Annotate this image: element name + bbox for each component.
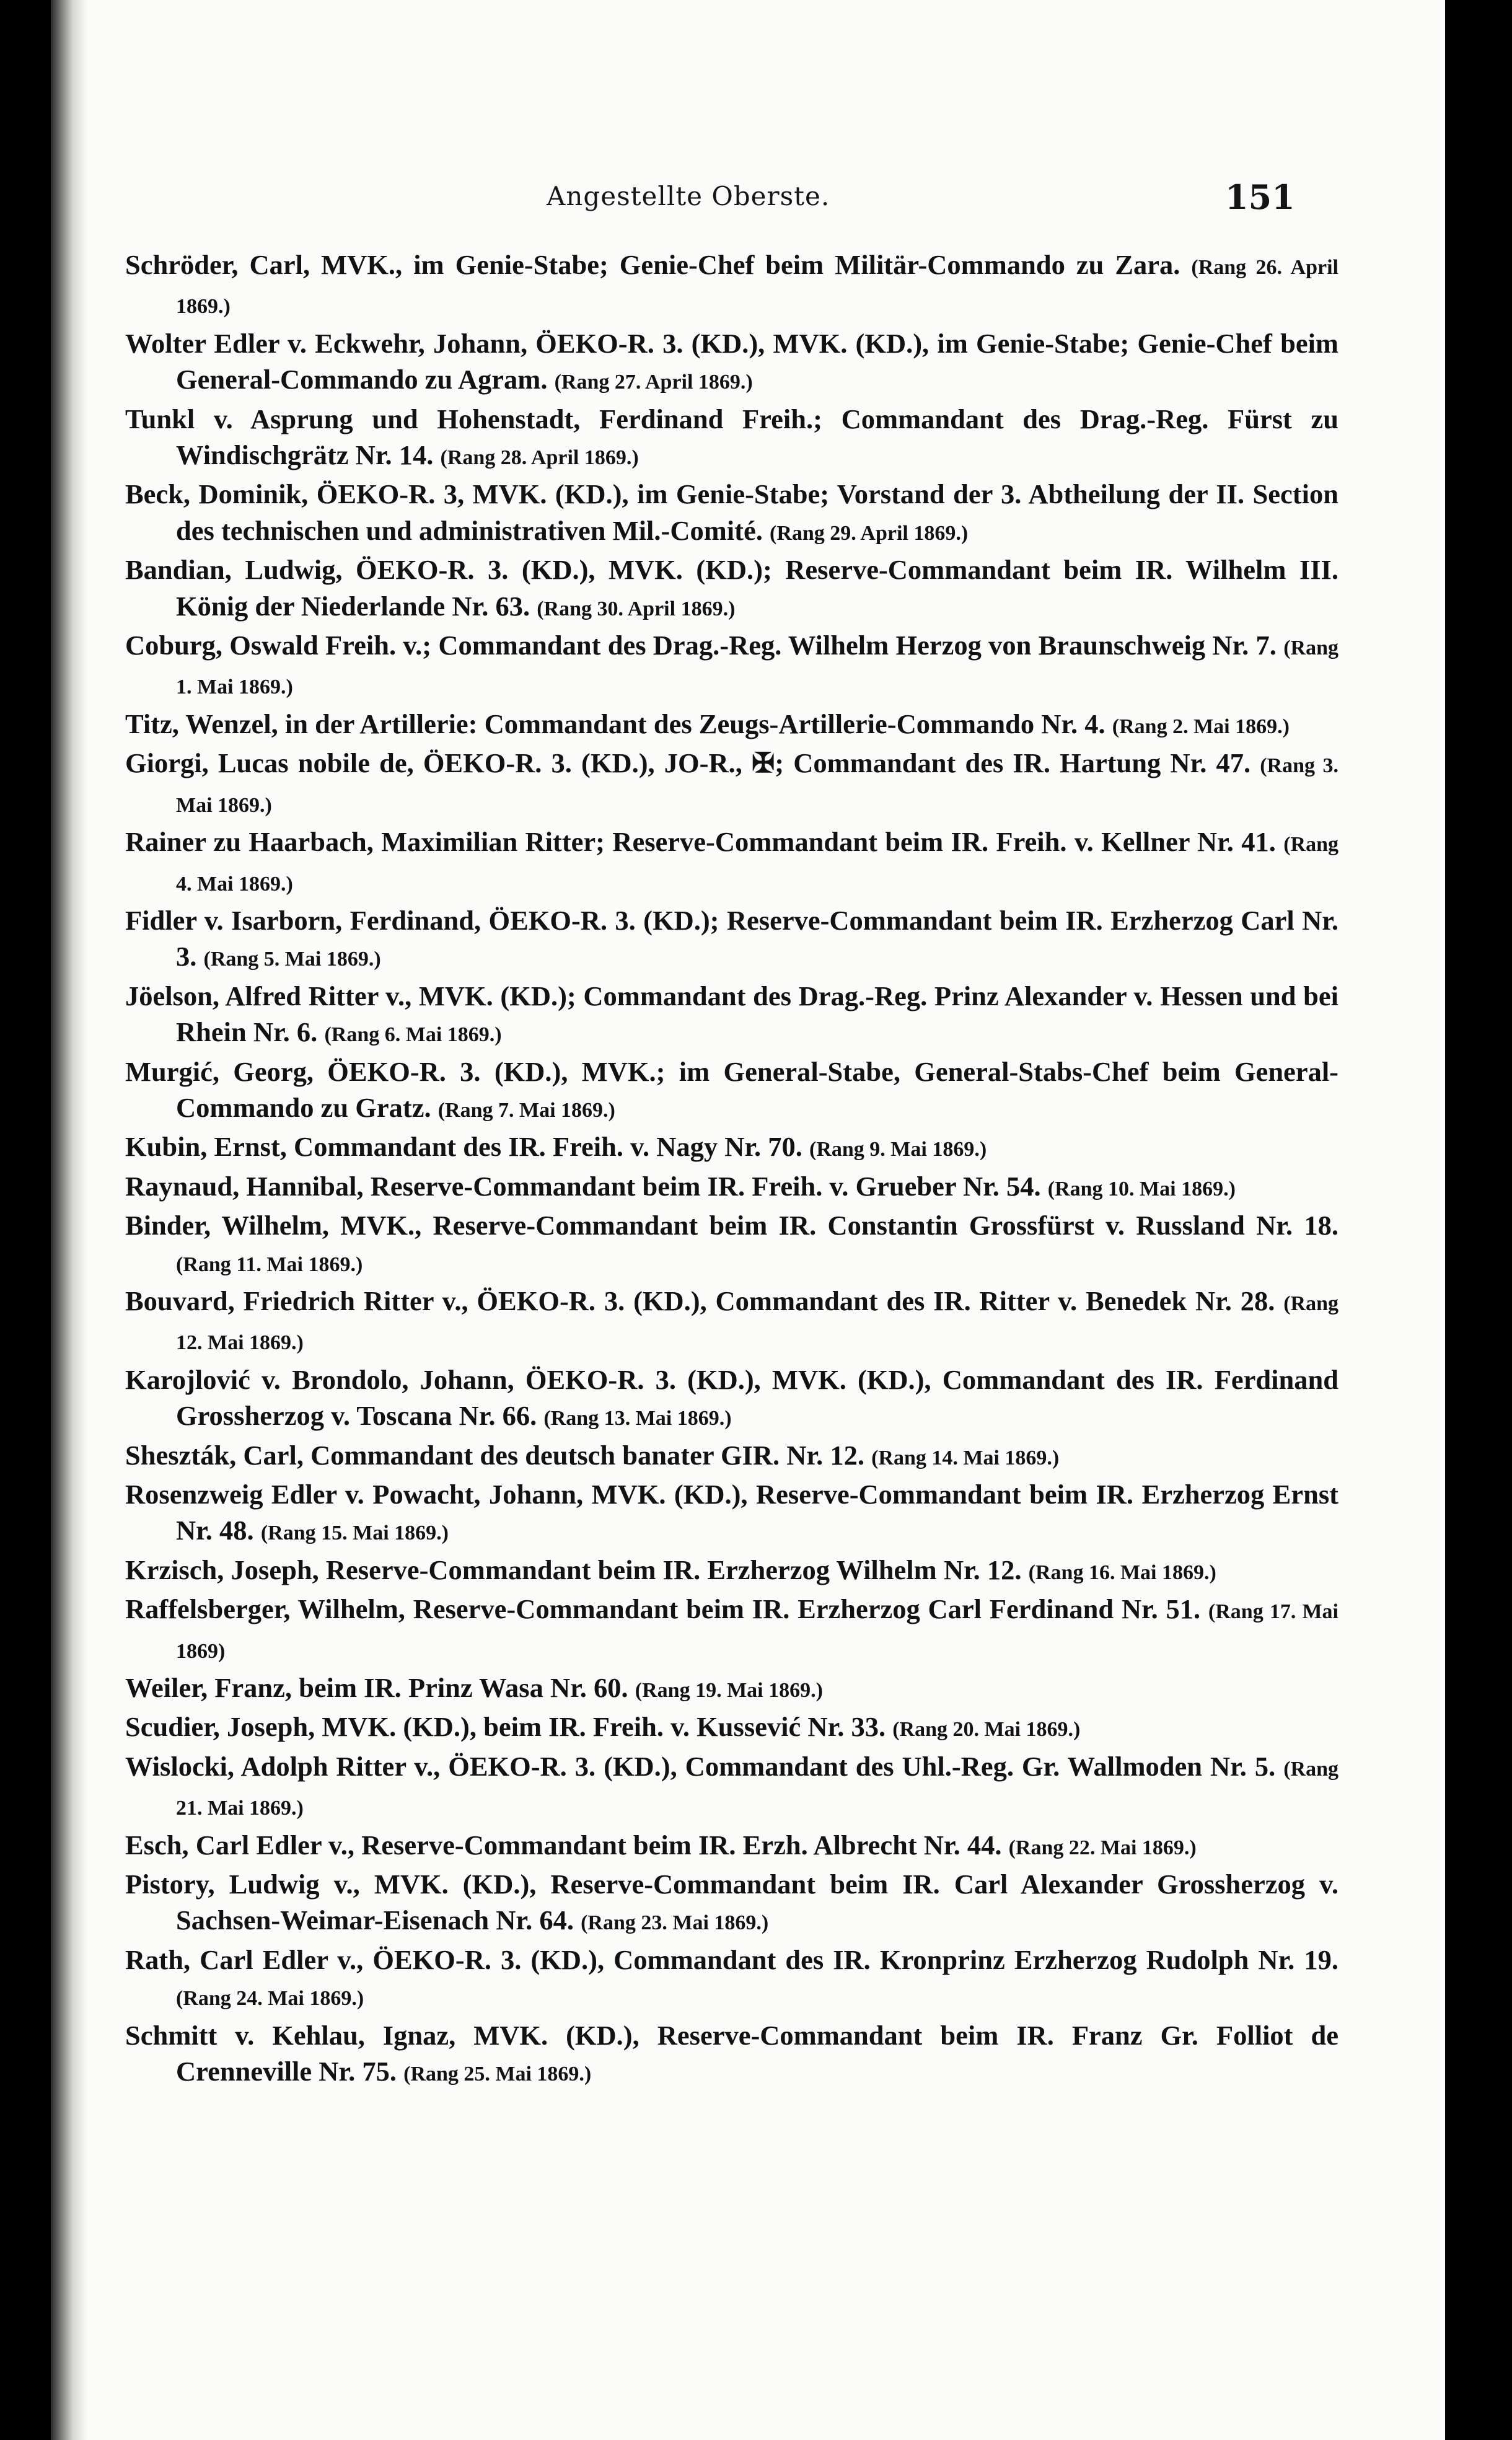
entry-text: Bouvard, Friedrich Ritter v., ÖEKO-R. 3. (KD.), Commandant des IR. Ritter v. Benedek Nr. 28. [125, 1285, 1284, 1316]
entry-text: Schröder, Carl, MVK., im Genie-Stabe; Genie-Chef beim Militär-Commando zu Zara. [125, 249, 1192, 280]
entry-rang: (Rang 25. Mai 1869.) [403, 2063, 592, 2086]
entry-rang: (Rang 21. Mai 1869.) [176, 1757, 1338, 1820]
entry-rang: (Rang 7. Mai 1869.) [437, 1098, 615, 1122]
entry-text: Tunkl v. Asprung und Hohenstadt, Ferdinand Freih.; Commandant des Drag.-Reg. Fürst zu Windischgrätz Nr. 14. [125, 403, 1338, 471]
list-entry [125, 1168, 1338, 1207]
entry-text: Scudier, Joseph, MVK. (KD.), beim IR. Freih. v. Kussević Nr. 33. [125, 1711, 893, 1743]
entry-text: Rath, Carl Edler v., ÖEKO-R. 3. (KD.), Commandant des IR. Kronprinz Erzherzog Rudolph Nr. 19. [125, 1944, 1338, 1975]
list-entry [125, 1437, 1338, 1476]
entry-text: Pistory, Ludwig v., MVK. (KD.), Reserve-Commandant beim IR. Carl Alexander Grossherzog v. Sachsen-Weimar-Eisenach Nr. 64. [125, 1869, 1338, 1936]
entry-rang: (Rang 29. April 1869.) [770, 521, 969, 545]
entry-rang: (Rang 13. Mai 1869.) [543, 1407, 732, 1430]
list-entry [125, 1054, 1338, 1129]
page-number: 151 [1225, 177, 1295, 217]
entry-text: Murgić, Georg, ÖEKO-R. 3. (KD.), MVK.; im General-Stabe, General-Stabs-Chef beim General-Commando zu Gratz. [125, 1055, 1338, 1123]
list-entry [125, 1129, 1338, 1168]
entry-rang: (Rang 30. April 1869.) [537, 597, 736, 620]
entry-rang: (Rang 23. Mai 1869.) [581, 1911, 769, 1935]
entry-text: Coburg, Oswald Freih. v.; Commandant des Drag.-Reg. Wilhelm Herzog von Braunschweig Nr. 7. [125, 630, 1284, 661]
entry-rang: (Rang 2. Mai 1869.) [1112, 715, 1290, 738]
entry-rang: (Rang 5. Mai 1869.) [203, 948, 381, 971]
entry-text: Rosenzweig Edler v. Powacht, Johann, MVK. (KD.), Reserve-Commandant beim IR. Erzherzog Ernst Nr. 48. [125, 1479, 1338, 1546]
entry-text: Raffelsberger, Wilhelm, Reserve-Commandant beim IR. Erzherzog Carl Ferdinand Nr. 51. [125, 1593, 1208, 1625]
list-entry [125, 325, 1338, 401]
entry-rang: (Rang 15. Mai 1869.) [260, 1522, 449, 1545]
running-title: Angestellte Oberste. [547, 181, 830, 211]
list-entry [125, 247, 1338, 325]
entry-text: Fidler v. Isarborn, Ferdinand, ÖEKO-R. 3. (KD.); Reserve-Commandant beim IR. Erzherzog Carl Nr. 3. [125, 904, 1338, 972]
entry-text: Beck, Dominik, ÖEKO-R. 3, MVK. (KD.), im Genie-Stabe; Vorstand der 3. Abtheilung der II. Section des technischen und administrativen Mil.-Comité. [125, 478, 1338, 546]
list-entry [125, 824, 1338, 902]
entry-rang: (Rang 22. Mai 1869.) [1008, 1836, 1197, 1859]
entry-text: Wolter Edler v. Eckwehr, Johann, ÖEKO-R. 3. (KD.), MVK. (KD.), im Genie-Stabe; Genie-Chef beim General-Commando zu Agram. [125, 327, 1338, 395]
entry-rang: (Rang 26. April 1869.) [176, 256, 1338, 319]
entry-rang: (Rang 20. Mai 1869.) [892, 1718, 1081, 1742]
list-entry [125, 1283, 1338, 1362]
entry-text: Weiler, Franz, beim IR. Prinz Wasa Nr. 60. [125, 1672, 635, 1704]
entry-rang: (Rang 17. Mai 1869) [176, 1600, 1338, 1663]
list-entry [125, 1207, 1338, 1283]
entry-text: Titz, Wenzel, in der Artillerie: Commandant des Zeugs-Artillerie-Commando Nr. 4. [125, 708, 1112, 739]
entry-text: Rainer zu Haarbach, Maximilian Ritter; Reserve-Commandant beim IR. Freih. v. Kellner Nr. 41. [125, 826, 1284, 858]
entry-rang: (Rang 10. Mai 1869.) [1047, 1177, 1236, 1200]
entry-text: Jöelson, Alfred Ritter v., MVK. (KD.); Commandant des Drag.-Reg. Prinz Alexander v. Hessen und bei Rhein Nr. 6. [125, 980, 1338, 1048]
entry-rang: (Rang 6. Mai 1869.) [324, 1023, 502, 1047]
list-entry [125, 1866, 1338, 1942]
list-entry [125, 1709, 1338, 1748]
entry-rang: (Rang 16. Mai 1869.) [1028, 1561, 1216, 1584]
list-entry [125, 745, 1338, 824]
list-entry [125, 1552, 1338, 1591]
page-gutter-shadow [51, 0, 88, 2440]
entry-rang: (Rang 27. April 1869.) [554, 371, 753, 394]
list-entry [125, 1670, 1338, 1709]
list-entry [125, 476, 1338, 552]
list-entry [125, 401, 1338, 477]
list-entry [125, 902, 1338, 978]
entry-text: Schmitt v. Kehlau, Ignaz, MVK. (KD.), Reserve-Commandant beim IR. Franz Gr. Folliot de Crenneville Nr. 75. [125, 2019, 1338, 2087]
entry-text: Krzisch, Joseph, Reserve-Commandant beim IR. Erzherzog Wilhelm Nr. 12. [125, 1554, 1029, 1585]
entry-rang: (Rang 1. Mai 1869.) [176, 636, 1338, 699]
entry-rang: (Rang 3. Mai 1869.) [176, 754, 1338, 817]
entry-text: Wislocki, Adolph Ritter v., ÖEKO-R. 3. (KD.), Commandant des Uhl.-Reg. Gr. Wallmoden Nr. 5. [125, 1750, 1284, 1782]
entry-rang: (Rang 19. Mai 1869.) [635, 1679, 823, 1702]
entry-rang: (Rang 14. Mai 1869.) [871, 1446, 1060, 1469]
list-entry [125, 706, 1338, 745]
list-entry [125, 2017, 1338, 2093]
book-page [51, 0, 1445, 2440]
entry-rang: (Rang 9. Mai 1869.) [809, 1138, 987, 1161]
list-entry [125, 552, 1338, 627]
entry-rang: (Rang 24. Mai 1869.) [176, 1987, 364, 2011]
list-entry [125, 627, 1338, 706]
entry-rang: (Rang 12. Mai 1869.) [176, 1292, 1338, 1355]
entry-rang: (Rang 11. Mai 1869.) [176, 1253, 363, 1276]
entry-rang: (Rang 28. April 1869.) [440, 446, 639, 470]
entry-text: Esch, Carl Edler v., Reserve-Commandant beim IR. Erzh. Albrecht Nr. 44. [125, 1829, 1009, 1861]
running-head [51, 177, 1445, 224]
list-entry [125, 1942, 1338, 2017]
entry-text: Giorgi, Lucas nobile de, ÖEKO-R. 3. (KD.), JO-R., ✠; Commandant des IR. Hartung Nr. 47. [125, 747, 1260, 779]
list-entry [125, 1362, 1338, 1437]
entry-rang: (Rang 4. Mai 1869.) [176, 833, 1338, 896]
entry-text: Binder, Wilhelm, MVK., Reserve-Commandant beim IR. Constantin Grossfürst v. Russland Nr. 18. [125, 1210, 1338, 1241]
entry-text: Raynaud, Hannibal, Reserve-Commandant beim IR. Freih. v. Grueber Nr. 54. [125, 1170, 1048, 1202]
list-entry [125, 1827, 1338, 1866]
entry-text: Karojlović v. Brondolo, Johann, ÖEKO-R. 3. (KD.), MVK. (KD.), Commandant des IR. Ferdinand Grossherzog v. Toscana Nr. 66. [125, 1363, 1338, 1432]
entry-text: Kubin, Ernst, Commandant des IR. Freih. v. Nagy Nr. 70. [125, 1131, 810, 1163]
officer-list [125, 247, 1338, 2093]
list-entry [125, 978, 1338, 1054]
list-entry [125, 1748, 1338, 1827]
list-entry [125, 1591, 1338, 1670]
entry-text: Sheszták, Carl, Commandant des deutsch banater GIR. Nr. 12. [125, 1439, 872, 1471]
list-entry [125, 1476, 1338, 1552]
entry-text: Bandian, Ludwig, ÖEKO-R. 3. (KD.), MVK. (KD.); Reserve-Commandant beim IR. Wilhelm III. König der Niederlande Nr. 63. [125, 554, 1338, 622]
